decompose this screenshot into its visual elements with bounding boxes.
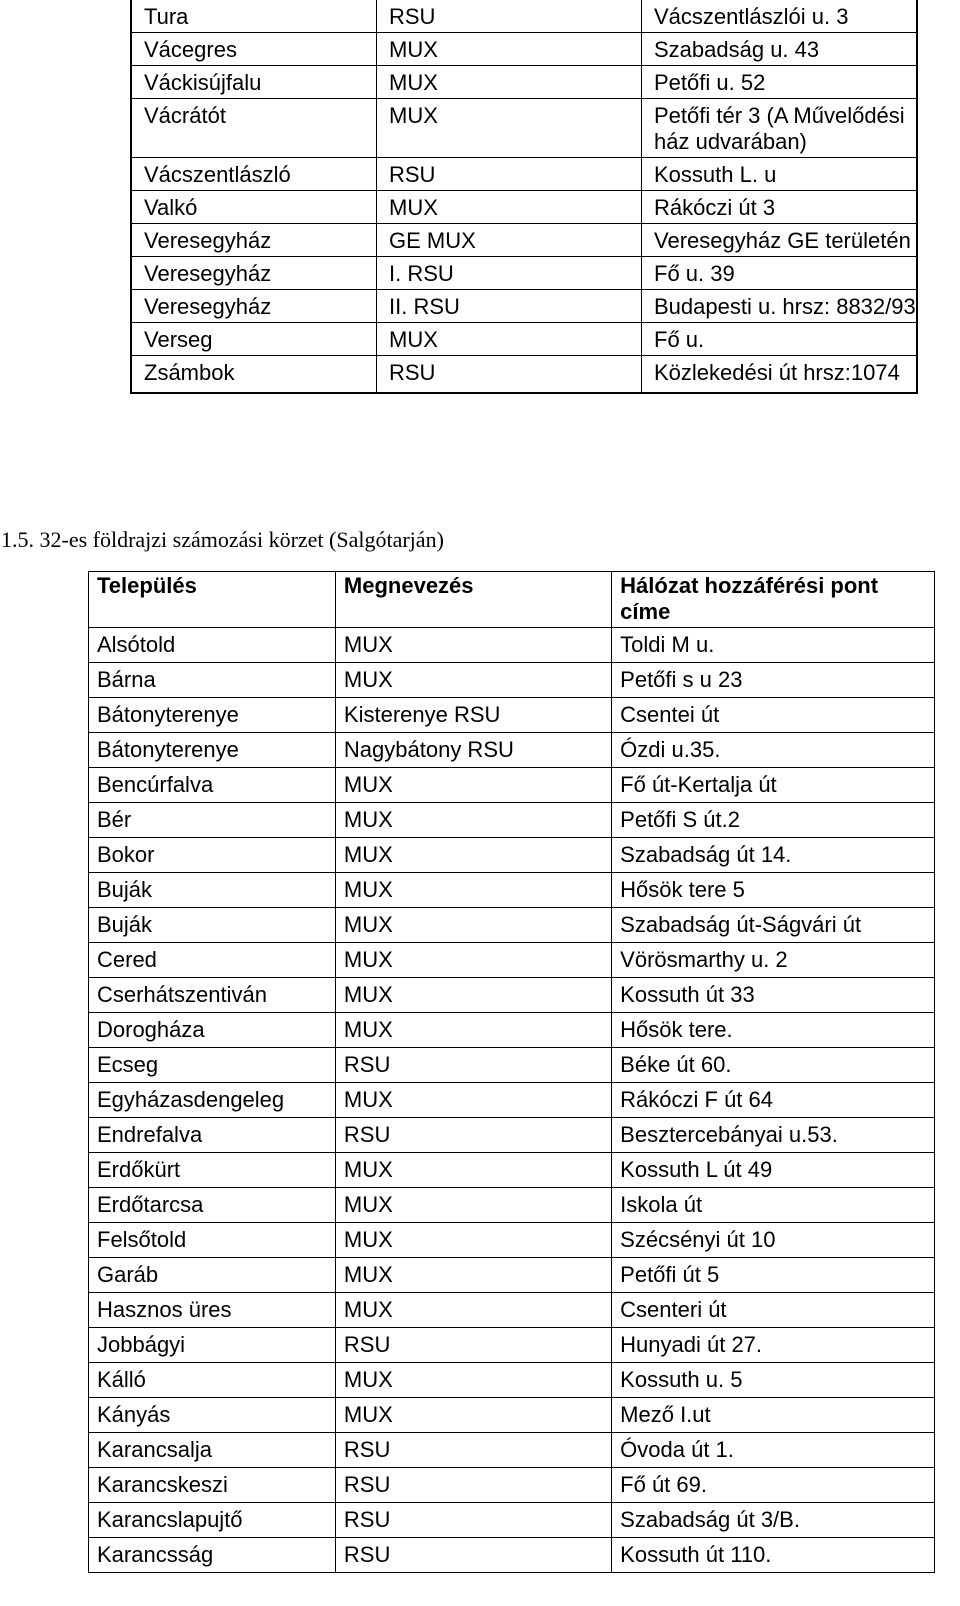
name-cell: I. RSU xyxy=(377,257,642,290)
address-cell: Csenteri út xyxy=(612,1293,935,1328)
table-row xyxy=(131,323,917,356)
address-cell: Szabadság út-Ságvári út xyxy=(612,908,935,943)
name-cell: RSU xyxy=(377,0,642,33)
table-row xyxy=(131,257,917,290)
address-cell: Vácszentlászlói u. 3 xyxy=(642,0,918,33)
access-point-table-salgotarjan xyxy=(88,571,935,1573)
access-point-table-previous xyxy=(130,0,918,394)
table-row xyxy=(89,1048,935,1083)
table-row xyxy=(89,663,935,698)
name-cell: MUX xyxy=(335,1398,611,1433)
settlement-cell: Endrefalva xyxy=(89,1118,336,1153)
address-cell: Hősök tere 5 xyxy=(612,873,935,908)
table-row xyxy=(89,733,935,768)
address-cell: Szabadság út 14. xyxy=(612,838,935,873)
table-row xyxy=(89,1433,935,1468)
settlement-cell: Bencúrfalva xyxy=(89,768,336,803)
name-cell: RSU xyxy=(335,1538,611,1573)
address-cell: Mező I.ut xyxy=(612,1398,935,1433)
address-cell: Kossuth út 110. xyxy=(612,1538,935,1573)
table2-body xyxy=(89,628,935,1573)
address-cell: Petőfi út 5 xyxy=(612,1258,935,1293)
address-cell: Besztercebányai u.53. xyxy=(612,1118,935,1153)
settlement-cell: Hasznos üres xyxy=(89,1293,336,1328)
table-row xyxy=(131,191,917,224)
address-cell: Fő u. 39 xyxy=(642,257,918,290)
table-row xyxy=(131,0,917,33)
name-cell: RSU xyxy=(335,1048,611,1083)
table2-header xyxy=(89,572,935,628)
name-cell: II. RSU xyxy=(377,290,642,323)
table-row xyxy=(89,1223,935,1258)
settlement-cell: Bátonyterenye xyxy=(89,698,336,733)
column-header-access-point-address: Hálózat hozzáférési pont címe xyxy=(612,572,935,628)
settlement-cell: Veresegyház xyxy=(131,224,377,257)
settlement-cell: Bér xyxy=(89,803,336,838)
settlement-cell: Karancskeszi xyxy=(89,1468,336,1503)
table-row xyxy=(89,1503,935,1538)
name-cell: MUX xyxy=(335,628,611,663)
settlement-cell: Dorogháza xyxy=(89,1013,336,1048)
name-cell: MUX xyxy=(335,1258,611,1293)
name-cell: MUX xyxy=(335,1083,611,1118)
section-heading: 1.5. 32-es földrajzi számozási körzet (Salgótarján) xyxy=(1,527,444,552)
address-cell: Petőfi S út.2 xyxy=(612,803,935,838)
name-cell: MUX xyxy=(335,943,611,978)
name-cell: MUX xyxy=(335,1223,611,1258)
name-cell: Kisterenye RSU xyxy=(335,698,611,733)
address-cell: Kossuth L. u xyxy=(642,158,918,191)
name-cell: MUX xyxy=(335,1293,611,1328)
settlement-cell: Cserhátszentiván xyxy=(89,978,336,1013)
table-row xyxy=(131,356,917,394)
table-row xyxy=(89,1538,935,1573)
name-cell: RSU xyxy=(335,1433,611,1468)
address-cell: Hősök tere. xyxy=(612,1013,935,1048)
settlement-cell: Veresegyház xyxy=(131,257,377,290)
address-cell: Szabadság út 3/B. xyxy=(612,1503,935,1538)
address-cell: Béke út 60. xyxy=(612,1048,935,1083)
address-cell: Petőfi s u 23 xyxy=(612,663,935,698)
address-cell: Petőfi u. 52 xyxy=(642,66,918,99)
address-cell: Veresegyház GE területén xyxy=(642,224,918,257)
address-cell: Kossuth út 33 xyxy=(612,978,935,1013)
table-row xyxy=(89,768,935,803)
settlement-cell: Cered xyxy=(89,943,336,978)
settlement-cell: Erdőtarcsa xyxy=(89,1188,336,1223)
name-cell: RSU xyxy=(335,1468,611,1503)
name-cell: MUX xyxy=(335,663,611,698)
settlement-cell: Vácegres xyxy=(131,33,377,66)
table-row xyxy=(89,1468,935,1503)
settlement-cell: Egyházasdengeleg xyxy=(89,1083,336,1118)
settlement-cell: Kányás xyxy=(89,1398,336,1433)
address-cell: Szécsényi út 10 xyxy=(612,1223,935,1258)
table-row xyxy=(89,1153,935,1188)
address-cell: Óvoda út 1. xyxy=(612,1433,935,1468)
settlement-cell: Buják xyxy=(89,908,336,943)
table-row xyxy=(131,66,917,99)
name-cell: MUX xyxy=(335,1363,611,1398)
name-cell: MUX xyxy=(377,191,642,224)
name-cell: RSU xyxy=(335,1503,611,1538)
name-cell: MUX xyxy=(335,768,611,803)
table-row xyxy=(89,1083,935,1118)
settlement-cell: Bokor xyxy=(89,838,336,873)
table-row xyxy=(89,908,935,943)
address-cell: Ózdi u.35. xyxy=(612,733,935,768)
name-cell: MUX xyxy=(377,33,642,66)
name-cell: MUX xyxy=(335,873,611,908)
name-cell: Nagybátony RSU xyxy=(335,733,611,768)
settlement-cell: Bátonyterenye xyxy=(89,733,336,768)
settlement-cell: Karancsság xyxy=(89,1538,336,1573)
settlement-cell: Zsámbok xyxy=(131,356,377,394)
table-header-row xyxy=(89,572,935,628)
table-row xyxy=(89,1363,935,1398)
name-cell: MUX xyxy=(377,66,642,99)
address-cell: Rákóczi út 3 xyxy=(642,191,918,224)
address-cell: Vörösmarthy u. 2 xyxy=(612,943,935,978)
settlement-cell: Verseg xyxy=(131,323,377,356)
table-row xyxy=(89,698,935,733)
address-cell: Közlekedési út hrsz:1074 xyxy=(642,356,918,394)
table-row xyxy=(89,1398,935,1433)
address-cell: Kossuth u. 5 xyxy=(612,1363,935,1398)
settlement-cell: Karancsalja xyxy=(89,1433,336,1468)
table-row xyxy=(89,943,935,978)
table-row xyxy=(89,838,935,873)
settlement-cell: Ecseg xyxy=(89,1048,336,1083)
address-cell: Petőfi tér 3 (A Művelődési ház udvarában) xyxy=(642,99,918,158)
settlement-cell: Vácrátót xyxy=(131,99,377,158)
settlement-cell: Kálló xyxy=(89,1363,336,1398)
table-row xyxy=(131,99,917,158)
name-cell: RSU xyxy=(377,158,642,191)
table-row xyxy=(89,978,935,1013)
name-cell: MUX xyxy=(335,908,611,943)
name-cell: MUX xyxy=(335,1153,611,1188)
settlement-cell: Vácszentlászló xyxy=(131,158,377,191)
settlement-cell: Buják xyxy=(89,873,336,908)
name-cell: GE MUX xyxy=(377,224,642,257)
table-row xyxy=(89,1293,935,1328)
address-cell: Budapesti u. hrsz: 8832/93 xyxy=(642,290,918,323)
address-cell: Fő út 69. xyxy=(612,1468,935,1503)
table-row xyxy=(131,158,917,191)
address-cell: Fő út-Kertalja út xyxy=(612,768,935,803)
name-cell: MUX xyxy=(335,838,611,873)
address-cell: Szabadság u. 43 xyxy=(642,33,918,66)
settlement-cell: Felsőtold xyxy=(89,1223,336,1258)
column-header-settlement: Település xyxy=(89,572,336,628)
table-row xyxy=(131,224,917,257)
table-row xyxy=(89,628,935,663)
address-cell: Toldi M u. xyxy=(612,628,935,663)
settlement-cell: Váckisújfalu xyxy=(131,66,377,99)
table-row xyxy=(89,1188,935,1223)
settlement-cell: Veresegyház xyxy=(131,290,377,323)
settlement-cell: Tura xyxy=(131,0,377,33)
table-row xyxy=(131,290,917,323)
name-cell: MUX xyxy=(377,323,642,356)
table-row xyxy=(131,33,917,66)
name-cell: MUX xyxy=(335,1013,611,1048)
name-cell: RSU xyxy=(335,1118,611,1153)
table-row xyxy=(89,1118,935,1153)
column-header-name: Megnevezés xyxy=(335,572,611,628)
table1-body xyxy=(131,0,917,393)
address-cell: Iskola út xyxy=(612,1188,935,1223)
address-cell: Rákóczi F út 64 xyxy=(612,1083,935,1118)
name-cell: MUX xyxy=(377,99,642,158)
settlement-cell: Karancslapujtő xyxy=(89,1503,336,1538)
table-row xyxy=(89,873,935,908)
settlement-cell: Bárna xyxy=(89,663,336,698)
name-cell: MUX xyxy=(335,803,611,838)
name-cell: RSU xyxy=(377,356,642,394)
table-row xyxy=(89,1328,935,1363)
name-cell: RSU xyxy=(335,1328,611,1363)
address-cell: Hunyadi út 27. xyxy=(612,1328,935,1363)
table-row xyxy=(89,1013,935,1048)
settlement-cell: Alsótold xyxy=(89,628,336,663)
settlement-cell: Jobbágyi xyxy=(89,1328,336,1363)
settlement-cell: Garáb xyxy=(89,1258,336,1293)
address-cell: Kossuth L út 49 xyxy=(612,1153,935,1188)
address-cell: Csentei út xyxy=(612,698,935,733)
table-row xyxy=(89,803,935,838)
name-cell: MUX xyxy=(335,1188,611,1223)
table-row xyxy=(89,1258,935,1293)
settlement-cell: Valkó xyxy=(131,191,377,224)
address-cell: Fő u. xyxy=(642,323,918,356)
name-cell: MUX xyxy=(335,978,611,1013)
settlement-cell: Erdőkürt xyxy=(89,1153,336,1188)
